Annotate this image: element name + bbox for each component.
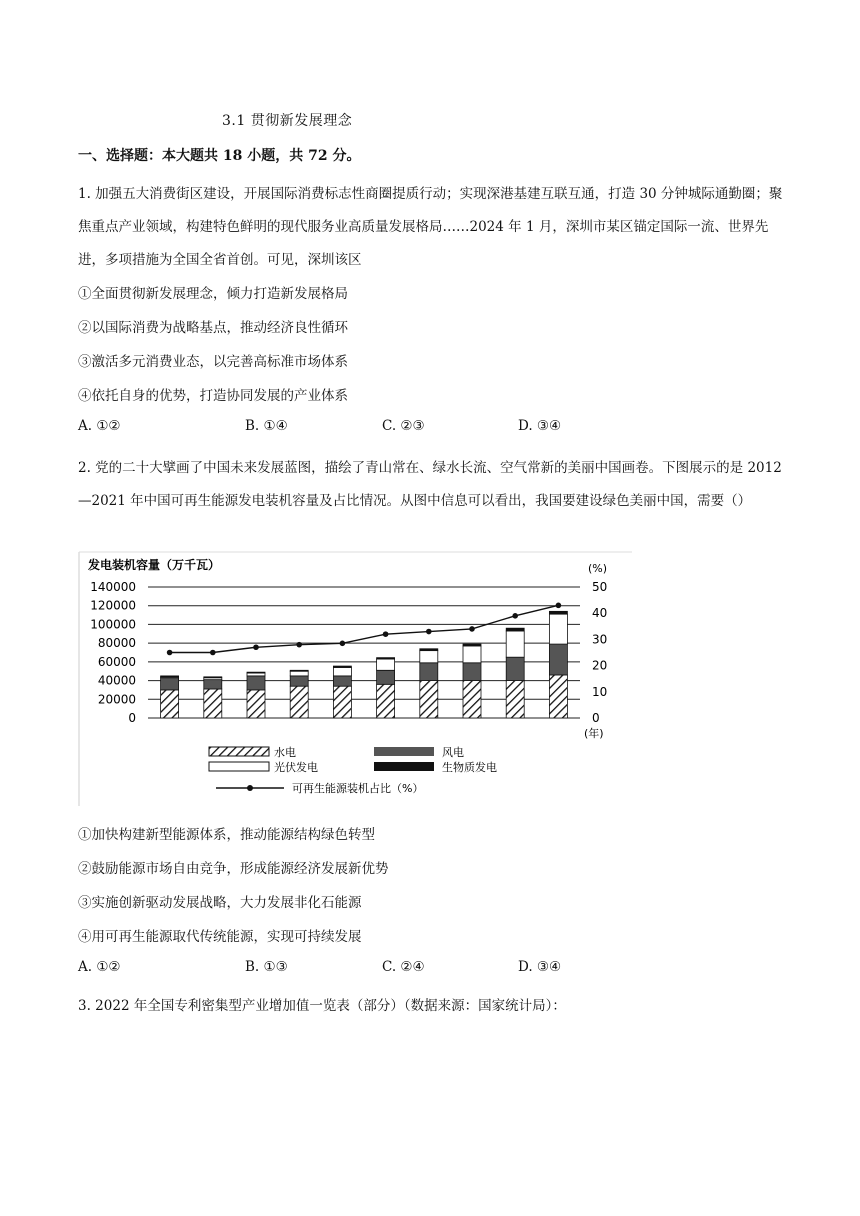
bar-segment-wind — [247, 676, 265, 690]
y-axis-label: 发电装机容量（万千瓦） — [88, 558, 221, 572]
y-tick-label: 0 — [128, 711, 136, 725]
q1-statement-3: ③激活多元消费业态，以完善高标准市场体系 — [78, 354, 348, 370]
q1-choice-c[interactable]: C. ②③ — [382, 418, 425, 434]
q2-statement-2: ②鼓励能源市场自由竞争，形成能源经济发展新优势 — [78, 861, 389, 877]
question-3-stem: 3. 2022 年全国专利密集型产业增加值一览表（部分）（数据来源：国家统计局）： — [78, 998, 566, 1014]
page-title: 3.1 贯彻新发展理念 — [222, 113, 353, 129]
y2-tick-label: 10 — [592, 684, 608, 699]
bar-segment-wind — [420, 663, 438, 681]
bar-segment-solar — [377, 659, 395, 670]
legend-swatch-biomass — [374, 762, 434, 771]
bar-segment-wind — [161, 678, 179, 690]
y2-tick-label: 40 — [592, 606, 608, 621]
bar-segment-biomass — [333, 666, 351, 667]
chart-bars — [161, 611, 568, 718]
bar-segment-hydro — [204, 689, 222, 718]
renewable-capacity-chart — [78, 548, 632, 806]
ratio-line — [167, 603, 561, 656]
chart-legend — [209, 745, 497, 795]
legend-label-hydro: 水电 — [274, 746, 296, 759]
bar-segment-biomass — [463, 644, 481, 646]
bar-segment-wind — [290, 676, 308, 686]
legend-swatch-solar — [209, 762, 269, 771]
bar-segment-hydro — [333, 686, 351, 718]
y-tick-label: 60000 — [97, 654, 136, 669]
y-tick-label: 140000 — [90, 580, 136, 594]
bar-segment-hydro — [161, 690, 179, 718]
bar-segment-wind — [549, 644, 567, 675]
legend-label-biomass: 生物质发电 — [442, 761, 497, 774]
bar-segment-biomass — [377, 658, 395, 659]
bar-segment-wind — [506, 657, 524, 680]
bar-segment-biomass — [549, 611, 567, 614]
bar-segment-hydro — [290, 686, 308, 718]
bar-segment-hydro — [549, 675, 567, 718]
bar-segment-wind — [377, 670, 395, 684]
bar-segment-solar — [290, 671, 308, 676]
q2-choice-a[interactable]: A. ①② — [78, 959, 121, 975]
legend-label-wind: 风电 — [442, 746, 464, 759]
ratio-point — [512, 613, 518, 619]
bar-segment-wind — [204, 680, 222, 689]
section-heading: 一、选择题：本大题共 18 小题，共 72 分。 — [78, 148, 361, 164]
y2-tick-label: 0 — [592, 711, 600, 725]
y2-axis-label: (%) — [588, 562, 608, 575]
question-1-stem: 1. 加强五大消费街区建设，开展国际消费标志性商圈提质行动；实现深港基建互联互通，打造 30 分钟城际通勤圈；聚焦重点产业领域，构建特色鲜明的现代服务业高质量发展格局……2024 年 1 月，深圳市某区锚定国际一流、世界先进，多项措施为全国全省首创。可见，深圳该区 — [78, 186, 783, 268]
bar-segment-biomass — [506, 628, 524, 631]
bar-segment-solar — [463, 646, 481, 663]
y-tick-label: 80000 — [97, 636, 136, 651]
legend-label-solar: 光伏发电 — [274, 761, 318, 774]
ratio-point — [383, 631, 389, 637]
y-tick-label: 40000 — [97, 673, 136, 688]
bar-segment-hydro — [463, 681, 481, 718]
bar-segment-solar — [549, 614, 567, 644]
q1-choice-a[interactable]: A. ①② — [78, 418, 121, 434]
ratio-point — [167, 650, 173, 656]
bar-segment-biomass — [290, 670, 308, 671]
q1-statement-2: ②以国际消费为战略基点，推动经济良性循环 — [78, 320, 348, 336]
q2-choice-c[interactable]: C. ②④ — [382, 959, 425, 975]
q1-statement-1: ①全面贯彻新发展理念，倾力打造新发展格局 — [78, 286, 348, 302]
q1-statement-4: ④依托自身的优势，打造协同发展的产业体系 — [78, 388, 348, 404]
legend-label-ratio: 可再生能源装机占比（%） — [292, 782, 424, 795]
ratio-point — [556, 603, 562, 609]
legend-swatch-hydro — [209, 747, 269, 756]
y-tick-label: 20000 — [97, 692, 136, 707]
ratio-point — [210, 650, 216, 656]
y2-tick-label: 20 — [592, 658, 608, 673]
legend-swatch-ratio-dot — [247, 785, 253, 791]
bar-segment-biomass — [161, 676, 179, 677]
q1-choice-b[interactable]: B. ①④ — [245, 418, 288, 434]
bar-segment-wind — [333, 676, 351, 686]
y-tick-label: 120000 — [90, 598, 136, 613]
y2-tick-label: 50 — [592, 580, 608, 594]
bar-segment-biomass — [247, 672, 265, 673]
question-2-stem: 2. 党的二十大擘画了中国未来发展蓝图，描绘了青山常在、绿水长流、空气常新的美丽中国画卷。下图展示的是 2012—2021 年中国可再生能源发电装机容量及占比情况。从图中信息可以看出，我国要建设绿色美丽中国，需要（） — [78, 460, 782, 509]
ratio-polyline — [170, 605, 559, 652]
q2-statement-1: ①加快构建新型能源体系，推动能源结构绿色转型 — [78, 827, 375, 843]
bar-segment-hydro — [377, 684, 395, 718]
y2-tick-label: 30 — [592, 632, 608, 647]
bar-segment-biomass — [204, 677, 222, 678]
y-tick-labels — [90, 580, 136, 725]
ratio-point — [469, 626, 475, 632]
bar-segment-solar — [333, 667, 351, 675]
y2-tick-labels — [592, 580, 607, 725]
bar-segment-wind — [463, 663, 481, 681]
bar-segment-hydro — [506, 681, 524, 718]
bar-segment-hydro — [247, 690, 265, 718]
q2-statement-3: ③实施创新驱动发展战略，大力发展非化石能源 — [78, 895, 362, 911]
bar-segment-solar — [247, 673, 265, 676]
q2-statement-4: ④用可再生能源取代传统能源，实现可持续发展 — [78, 929, 362, 945]
bar-segment-solar — [506, 631, 524, 657]
bar-segment-hydro — [420, 681, 438, 718]
legend-swatch-wind — [374, 747, 434, 756]
bar-segment-biomass — [420, 649, 438, 651]
ratio-point — [296, 642, 302, 648]
bar-segment-solar — [420, 651, 438, 663]
ratio-point — [426, 629, 432, 635]
q1-choice-d[interactable]: D. ③④ — [518, 418, 562, 434]
y-tick-label: 100000 — [90, 617, 136, 632]
ratio-point — [340, 641, 346, 647]
q2-choice-b[interactable]: B. ①③ — [245, 959, 288, 975]
x-axis-label: (年) — [584, 727, 604, 740]
q2-choice-d[interactable]: D. ③④ — [518, 959, 562, 975]
ratio-point — [253, 644, 259, 650]
